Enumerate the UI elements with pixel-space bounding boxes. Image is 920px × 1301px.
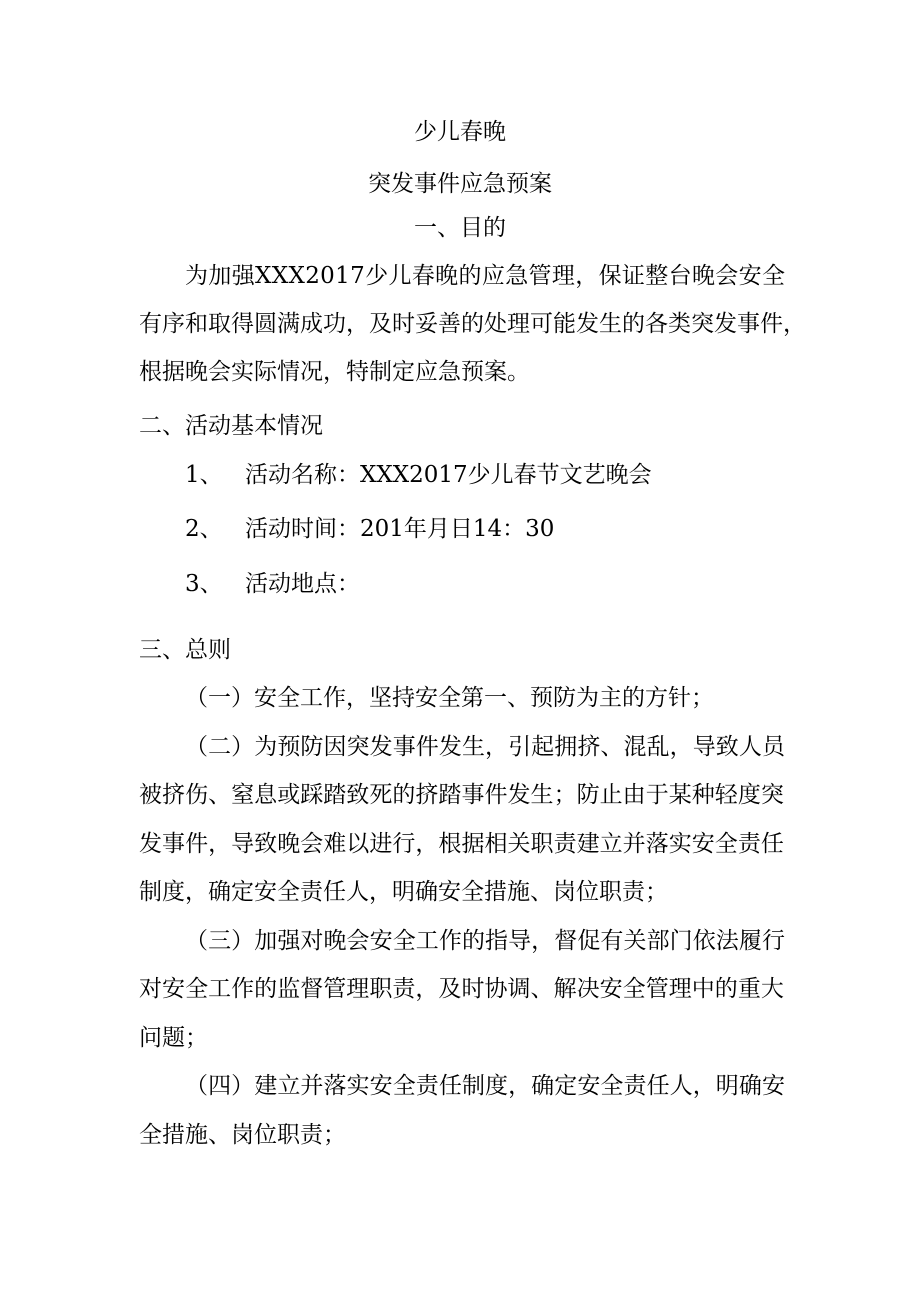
paragraph-line: 制度，确定安全责任人，明确安全措施、岗位职责； — [139, 879, 668, 905]
list-item-text: 活动地点： — [245, 571, 360, 597]
paragraph-line: 全措施、岗位职责； — [139, 1122, 346, 1148]
paragraph-line: 为 加 强 X X X 2 0 1 7 少 儿 春 晚 的 应 急 管 理 ， 保 证 整 台 晚 会 安 全 — [185, 263, 785, 289]
document-title: 少儿春晚 — [414, 119, 506, 145]
paragraph-line: 根据晚会实际情况，特制定应急预案。 — [139, 359, 530, 385]
section-heading-general-principles: 三、总则 — [139, 637, 231, 663]
paragraph-line: 对 安 全 工 作 的 监 督 管 理 职 责 ， 及 时 协 调 、 解 决 安 全 管 理 中 的 重 大 — [139, 976, 784, 1002]
list-item-number: 3、 — [185, 571, 223, 597]
paragraph-line: （一）安全工作，坚持安全第一、预防为主的方针； — [185, 685, 714, 711]
list-item — [185, 570, 360, 598]
section-heading-purpose: 一、目的 — [414, 215, 506, 241]
paragraph-line: （ 四 ） 建 立 并 落 实 安 全 责 任 制 度 ， 确 定 安 全 责 任 人 ， 明 确 安 — [185, 1073, 785, 1099]
paragraph-line: 发 事 件 ， 导 致 晚 会 难 以 进 行 ， 根 据 相 关 职 责 建 立 并 落 实 安 全 责 任 — [139, 831, 784, 857]
section-heading-basic-info: 二、活动基本情况 — [139, 413, 323, 439]
list-item — [185, 515, 554, 543]
list-item-number: 1、 — [185, 462, 223, 488]
paragraph-line: 有 序 和 取 得 圆 满 成 功 ， 及 时 妥 善 的 处 理 可 能 发 生 的 各 类 突 发 事 件 ， — [139, 311, 806, 337]
list-item-text: 活动名称：XXX2017少儿春节文艺晚会 — [245, 462, 652, 488]
document-subtitle: 突发事件应急预案 — [368, 171, 552, 197]
list-item — [185, 461, 652, 489]
paragraph-line: （ 三 ） 加 强 对 晚 会 安 全 工 作 的 指 导 ， 督 促 有 关 部 门 依 法 履 行 — [185, 928, 785, 954]
list-item-text: 活动时间：201年月日14：30 — [245, 516, 555, 542]
paragraph-line: 问题； — [139, 1025, 208, 1051]
paragraph-line: （ 二 ） 为 预 防 因 突 发 事 件 发 生 ， 引 起 拥 挤 、 混 乱 ， 导 致 人 员 — [185, 734, 785, 760]
list-item-number: 2、 — [185, 516, 223, 542]
paragraph-line: 被 挤 伤 、 窒 息 或 踩 踏 致 死 的 挤 踏 事 件 发 生 ； 防 止 由 于 某 种 轻 度 突 — [139, 782, 784, 808]
